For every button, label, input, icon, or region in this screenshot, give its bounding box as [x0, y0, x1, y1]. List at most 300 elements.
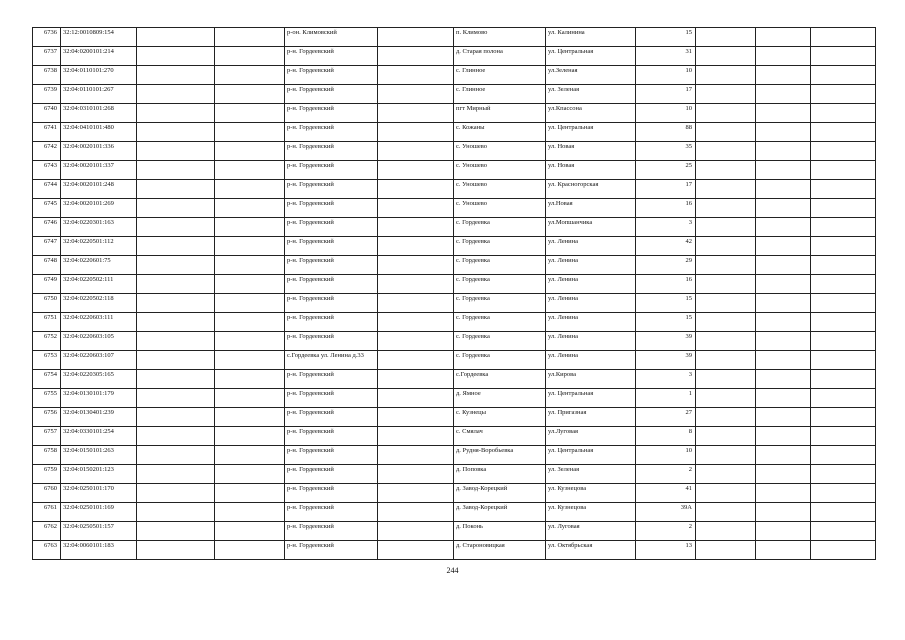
cadastral-number-cell: 32:04:0250501:157: [61, 522, 137, 541]
street-cell: ул. Ленина: [546, 294, 636, 313]
empty-cell: [215, 503, 285, 522]
empty-cell: [811, 446, 876, 465]
house-number-cell: 35: [636, 142, 696, 161]
empty-cell: [756, 218, 811, 237]
cadastral-number-cell: 32:04:0020101:269: [61, 199, 137, 218]
cadastral-number-cell: 32:04:0220501:112: [61, 237, 137, 256]
region-cell: р-н. Гордеевский: [285, 104, 378, 123]
house-number-cell: 15: [636, 28, 696, 47]
empty-cell: [215, 522, 285, 541]
empty-cell: [811, 332, 876, 351]
street-cell: ул. Ленина: [546, 237, 636, 256]
empty-cell: [378, 370, 454, 389]
table-row: [33, 66, 876, 85]
street-cell: ул.Кирова: [546, 370, 636, 389]
street-cell: ул. Новая: [546, 142, 636, 161]
empty-cell: [137, 427, 215, 446]
locality-cell: п. Климово: [454, 28, 546, 47]
empty-cell: [215, 161, 285, 180]
empty-cell: [215, 541, 285, 560]
region-cell: с.Гордеевка ул. Ленина д.33: [285, 351, 378, 370]
region-cell: р-н. Гордеевский: [285, 161, 378, 180]
empty-cell: [137, 85, 215, 104]
empty-cell: [215, 85, 285, 104]
empty-cell: [696, 161, 756, 180]
empty-cell: [696, 408, 756, 427]
empty-cell: [696, 446, 756, 465]
table-row: [33, 180, 876, 199]
empty-cell: [137, 313, 215, 332]
locality-cell: с. Гордеевка: [454, 256, 546, 275]
house-number-cell: 15: [636, 313, 696, 332]
locality-cell: с. Гордеевка: [454, 313, 546, 332]
row-number-cell: 6743: [33, 161, 61, 180]
region-cell: р-н. Гордеевский: [285, 313, 378, 332]
region-cell: р-н. Гордеевский: [285, 199, 378, 218]
table-row: [33, 541, 876, 560]
locality-cell: д. Поконь: [454, 522, 546, 541]
empty-cell: [756, 522, 811, 541]
table-row: [33, 427, 876, 446]
row-number-cell: 6763: [33, 541, 61, 560]
empty-cell: [811, 256, 876, 275]
empty-cell: [137, 275, 215, 294]
house-number-cell: 17: [636, 180, 696, 199]
street-cell: ул. Кузнецова: [546, 503, 636, 522]
empty-cell: [756, 446, 811, 465]
empty-cell: [215, 313, 285, 332]
cadastral-number-cell: 32:04:0310101:268: [61, 104, 137, 123]
cadastral-number-cell: 32:04:0020101:336: [61, 142, 137, 161]
empty-cell: [378, 541, 454, 560]
empty-cell: [215, 351, 285, 370]
table-row: [33, 85, 876, 104]
table-row: [33, 294, 876, 313]
empty-cell: [378, 161, 454, 180]
street-cell: ул. Кузнецова: [546, 484, 636, 503]
empty-cell: [811, 66, 876, 85]
table-row: [33, 484, 876, 503]
house-number-cell: 39: [636, 332, 696, 351]
empty-cell: [215, 275, 285, 294]
cadastral-number-cell: 32:04:0130401:239: [61, 408, 137, 427]
empty-cell: [137, 218, 215, 237]
street-cell: ул. Луговая: [546, 522, 636, 541]
locality-cell: д. Поповка: [454, 465, 546, 484]
empty-cell: [378, 28, 454, 47]
table-row: [33, 465, 876, 484]
empty-cell: [137, 180, 215, 199]
table-row: [33, 332, 876, 351]
empty-cell: [378, 332, 454, 351]
street-cell: ул. Зеленая: [546, 465, 636, 484]
region-cell: р-н. Гордеевский: [285, 541, 378, 560]
region-cell: р-он. Климовский: [285, 28, 378, 47]
cadastral-number-cell: 32:04:0220603:107: [61, 351, 137, 370]
locality-cell: с. Гордеевка: [454, 351, 546, 370]
empty-cell: [811, 85, 876, 104]
empty-cell: [756, 541, 811, 560]
row-number-cell: 6755: [33, 389, 61, 408]
locality-cell: д. Рудня-Воробьевка: [454, 446, 546, 465]
empty-cell: [378, 123, 454, 142]
empty-cell: [215, 332, 285, 351]
empty-cell: [215, 28, 285, 47]
row-number-cell: 6740: [33, 104, 61, 123]
table-row: [33, 408, 876, 427]
empty-cell: [811, 408, 876, 427]
region-cell: р-н. Гордеевский: [285, 503, 378, 522]
region-cell: р-н. Гордеевский: [285, 389, 378, 408]
row-number-cell: 6757: [33, 427, 61, 446]
locality-cell: д. Завод-Корецкий: [454, 503, 546, 522]
street-cell: ул. Октябрьская: [546, 541, 636, 560]
region-cell: р-н. Гордеевский: [285, 427, 378, 446]
empty-cell: [811, 427, 876, 446]
house-number-cell: 2: [636, 522, 696, 541]
cadastral-number-cell: 32:04:0250101:170: [61, 484, 137, 503]
region-cell: р-н. Гордеевский: [285, 256, 378, 275]
empty-cell: [137, 161, 215, 180]
empty-cell: [756, 275, 811, 294]
empty-cell: [811, 199, 876, 218]
cadastral-number-cell: 32:04:0110101:270: [61, 66, 137, 85]
empty-cell: [137, 465, 215, 484]
street-cell: ул. Зеленая: [546, 85, 636, 104]
empty-cell: [756, 28, 811, 47]
empty-cell: [215, 104, 285, 123]
empty-cell: [137, 47, 215, 66]
table-row: [33, 161, 876, 180]
locality-cell: с. Глинное: [454, 85, 546, 104]
empty-cell: [378, 85, 454, 104]
locality-cell: с. Гордеевка: [454, 218, 546, 237]
empty-cell: [378, 47, 454, 66]
cadastral-number-cell: 32:04:0220603:111: [61, 313, 137, 332]
empty-cell: [137, 446, 215, 465]
empty-cell: [811, 218, 876, 237]
street-cell: ул. Центральная: [546, 123, 636, 142]
empty-cell: [137, 123, 215, 142]
region-cell: р-н. Гордеевский: [285, 85, 378, 104]
empty-cell: [696, 370, 756, 389]
empty-cell: [811, 142, 876, 161]
house-number-cell: 31: [636, 47, 696, 66]
empty-cell: [696, 66, 756, 85]
house-number-cell: 41: [636, 484, 696, 503]
empty-cell: [137, 237, 215, 256]
empty-cell: [378, 465, 454, 484]
house-number-cell: 10: [636, 104, 696, 123]
registry-table: [32, 27, 876, 560]
empty-cell: [756, 503, 811, 522]
cadastral-number-cell: 32:04:0410101:480: [61, 123, 137, 142]
empty-cell: [696, 180, 756, 199]
house-number-cell: 88: [636, 123, 696, 142]
street-cell: ул. Ленина: [546, 313, 636, 332]
row-number-cell: 6758: [33, 446, 61, 465]
row-number-cell: 6762: [33, 522, 61, 541]
empty-cell: [756, 294, 811, 313]
street-cell: ул. Центральная: [546, 446, 636, 465]
empty-cell: [696, 389, 756, 408]
table-row: [33, 275, 876, 294]
empty-cell: [378, 313, 454, 332]
house-number-cell: 29: [636, 256, 696, 275]
region-cell: р-н. Гордеевский: [285, 237, 378, 256]
empty-cell: [696, 256, 756, 275]
empty-cell: [215, 370, 285, 389]
empty-cell: [378, 180, 454, 199]
empty-cell: [756, 427, 811, 446]
empty-cell: [215, 180, 285, 199]
empty-cell: [696, 427, 756, 446]
empty-cell: [756, 256, 811, 275]
empty-cell: [215, 123, 285, 142]
row-number-cell: 6760: [33, 484, 61, 503]
empty-cell: [696, 465, 756, 484]
cadastral-number-cell: 32:04:0220601:75: [61, 256, 137, 275]
empty-cell: [215, 294, 285, 313]
cadastral-number-cell: 32:04:0020101:248: [61, 180, 137, 199]
empty-cell: [811, 522, 876, 541]
street-cell: ул. Ленина: [546, 332, 636, 351]
cadastral-number-cell: 32:04:0220502:118: [61, 294, 137, 313]
empty-cell: [215, 389, 285, 408]
empty-cell: [811, 180, 876, 199]
empty-cell: [137, 294, 215, 313]
locality-cell: с. Гордеевка: [454, 294, 546, 313]
cadastral-number-cell: 32:04:0250101:169: [61, 503, 137, 522]
cadastral-number-cell: 32:04:0330101:254: [61, 427, 137, 446]
empty-cell: [137, 256, 215, 275]
locality-cell: д. Завод-Корецкий: [454, 484, 546, 503]
empty-cell: [811, 313, 876, 332]
street-cell: ул.Зеленая: [546, 66, 636, 85]
empty-cell: [696, 123, 756, 142]
empty-cell: [378, 389, 454, 408]
empty-cell: [215, 199, 285, 218]
empty-cell: [215, 465, 285, 484]
empty-cell: [756, 66, 811, 85]
empty-cell: [215, 237, 285, 256]
house-number-cell: 39: [636, 351, 696, 370]
empty-cell: [811, 465, 876, 484]
row-number-cell: 6739: [33, 85, 61, 104]
empty-cell: [137, 28, 215, 47]
house-number-cell: 16: [636, 199, 696, 218]
empty-cell: [811, 275, 876, 294]
empty-cell: [811, 484, 876, 503]
table-row: [33, 47, 876, 66]
house-number-cell: 10: [636, 66, 696, 85]
empty-cell: [378, 256, 454, 275]
empty-cell: [215, 66, 285, 85]
table-row: [33, 28, 876, 47]
empty-cell: [378, 408, 454, 427]
empty-cell: [696, 218, 756, 237]
empty-cell: [811, 503, 876, 522]
street-cell: ул. Новая: [546, 161, 636, 180]
registry-table-body: [33, 28, 876, 560]
empty-cell: [696, 237, 756, 256]
empty-cell: [696, 85, 756, 104]
empty-cell: [696, 313, 756, 332]
empty-cell: [696, 294, 756, 313]
table-row: [33, 313, 876, 332]
house-number-cell: 39А: [636, 503, 696, 522]
empty-cell: [756, 389, 811, 408]
row-number-cell: 6745: [33, 199, 61, 218]
cadastral-number-cell: 32:04:0220502:111: [61, 275, 137, 294]
empty-cell: [696, 522, 756, 541]
house-number-cell: 8: [636, 427, 696, 446]
street-cell: ул.Мопшанчика: [546, 218, 636, 237]
table-row: [33, 104, 876, 123]
house-number-cell: 1: [636, 389, 696, 408]
region-cell: р-н. Гордеевский: [285, 465, 378, 484]
locality-cell: д. Староновицкая: [454, 541, 546, 560]
region-cell: р-н. Гордеевский: [285, 370, 378, 389]
empty-cell: [137, 503, 215, 522]
empty-cell: [215, 427, 285, 446]
empty-cell: [696, 332, 756, 351]
locality-cell: пгт Мирный: [454, 104, 546, 123]
empty-cell: [811, 47, 876, 66]
empty-cell: [378, 351, 454, 370]
table-row: [33, 389, 876, 408]
empty-cell: [215, 256, 285, 275]
empty-cell: [378, 142, 454, 161]
locality-cell: с. Уношево: [454, 180, 546, 199]
locality-cell: с. Кузнецы: [454, 408, 546, 427]
cadastral-number-cell: 32:12:0010809:154: [61, 28, 137, 47]
row-number-cell: 6749: [33, 275, 61, 294]
house-number-cell: 3: [636, 370, 696, 389]
region-cell: р-н. Гордеевский: [285, 446, 378, 465]
locality-cell: д. Ямное: [454, 389, 546, 408]
region-cell: р-н. Гордеевский: [285, 294, 378, 313]
empty-cell: [756, 47, 811, 66]
row-number-cell: 6738: [33, 66, 61, 85]
empty-cell: [137, 351, 215, 370]
locality-cell: с.Гордеевка: [454, 370, 546, 389]
cadastral-number-cell: 32:04:0220305:165: [61, 370, 137, 389]
street-cell: ул. Центральная: [546, 389, 636, 408]
empty-cell: [215, 446, 285, 465]
empty-cell: [756, 161, 811, 180]
table-row: [33, 199, 876, 218]
street-cell: ул. Красногорская: [546, 180, 636, 199]
locality-cell: с. Глинное: [454, 66, 546, 85]
region-cell: р-н. Гордеевский: [285, 484, 378, 503]
empty-cell: [215, 484, 285, 503]
empty-cell: [378, 427, 454, 446]
empty-cell: [811, 161, 876, 180]
empty-cell: [215, 47, 285, 66]
empty-cell: [378, 237, 454, 256]
street-cell: ул. Ленина: [546, 256, 636, 275]
empty-cell: [756, 313, 811, 332]
cadastral-number-cell: 32:04:0220603:105: [61, 332, 137, 351]
empty-cell: [378, 503, 454, 522]
house-number-cell: 42: [636, 237, 696, 256]
street-cell: ул. Пригазная: [546, 408, 636, 427]
empty-cell: [137, 484, 215, 503]
region-cell: р-н. Гордеевский: [285, 180, 378, 199]
locality-cell: с. Уношево: [454, 142, 546, 161]
house-number-cell: 27: [636, 408, 696, 427]
cadastral-number-cell: 32:04:0150101:263: [61, 446, 137, 465]
house-number-cell: 16: [636, 275, 696, 294]
locality-cell: с. Гордеевка: [454, 275, 546, 294]
empty-cell: [696, 484, 756, 503]
cadastral-number-cell: 32:04:0220301:163: [61, 218, 137, 237]
region-cell: р-н. Гордеевский: [285, 332, 378, 351]
cadastral-number-cell: 32:04:0150201:123: [61, 465, 137, 484]
street-cell: ул.Луговая: [546, 427, 636, 446]
row-number-cell: 6737: [33, 47, 61, 66]
street-cell: ул. Ленина: [546, 351, 636, 370]
empty-cell: [137, 370, 215, 389]
table-row: [33, 370, 876, 389]
row-number-cell: 6746: [33, 218, 61, 237]
region-cell: р-н. Гордеевский: [285, 47, 378, 66]
empty-cell: [696, 199, 756, 218]
region-cell: р-н. Гордеевский: [285, 408, 378, 427]
locality-cell: с. Гордеевка: [454, 237, 546, 256]
house-number-cell: 25: [636, 161, 696, 180]
cadastral-number-cell: 32:04:0060101:183: [61, 541, 137, 560]
table-row: [33, 256, 876, 275]
locality-cell: с. Уношево: [454, 161, 546, 180]
row-number-cell: 6751: [33, 313, 61, 332]
street-cell: ул.Кпассона: [546, 104, 636, 123]
row-number-cell: 6750: [33, 294, 61, 313]
house-number-cell: 17: [636, 85, 696, 104]
region-cell: р-н. Гордеевский: [285, 275, 378, 294]
empty-cell: [696, 351, 756, 370]
empty-cell: [696, 275, 756, 294]
empty-cell: [811, 28, 876, 47]
table-row: [33, 351, 876, 370]
row-number-cell: 6748: [33, 256, 61, 275]
row-number-cell: 6756: [33, 408, 61, 427]
house-number-cell: 13: [636, 541, 696, 560]
empty-cell: [696, 104, 756, 123]
empty-cell: [756, 465, 811, 484]
empty-cell: [215, 142, 285, 161]
empty-cell: [756, 408, 811, 427]
region-cell: р-н. Гордеевский: [285, 142, 378, 161]
house-number-cell: 2: [636, 465, 696, 484]
empty-cell: [811, 541, 876, 560]
locality-cell: с. Смялач: [454, 427, 546, 446]
empty-cell: [378, 199, 454, 218]
street-cell: ул. Калинина: [546, 28, 636, 47]
empty-cell: [378, 294, 454, 313]
empty-cell: [696, 28, 756, 47]
empty-cell: [756, 237, 811, 256]
empty-cell: [137, 104, 215, 123]
cadastral-number-cell: 32:04:0020101:337: [61, 161, 137, 180]
empty-cell: [756, 351, 811, 370]
empty-cell: [137, 66, 215, 85]
empty-cell: [378, 218, 454, 237]
empty-cell: [811, 104, 876, 123]
region-cell: р-н. Гордеевский: [285, 66, 378, 85]
house-number-cell: 3: [636, 218, 696, 237]
